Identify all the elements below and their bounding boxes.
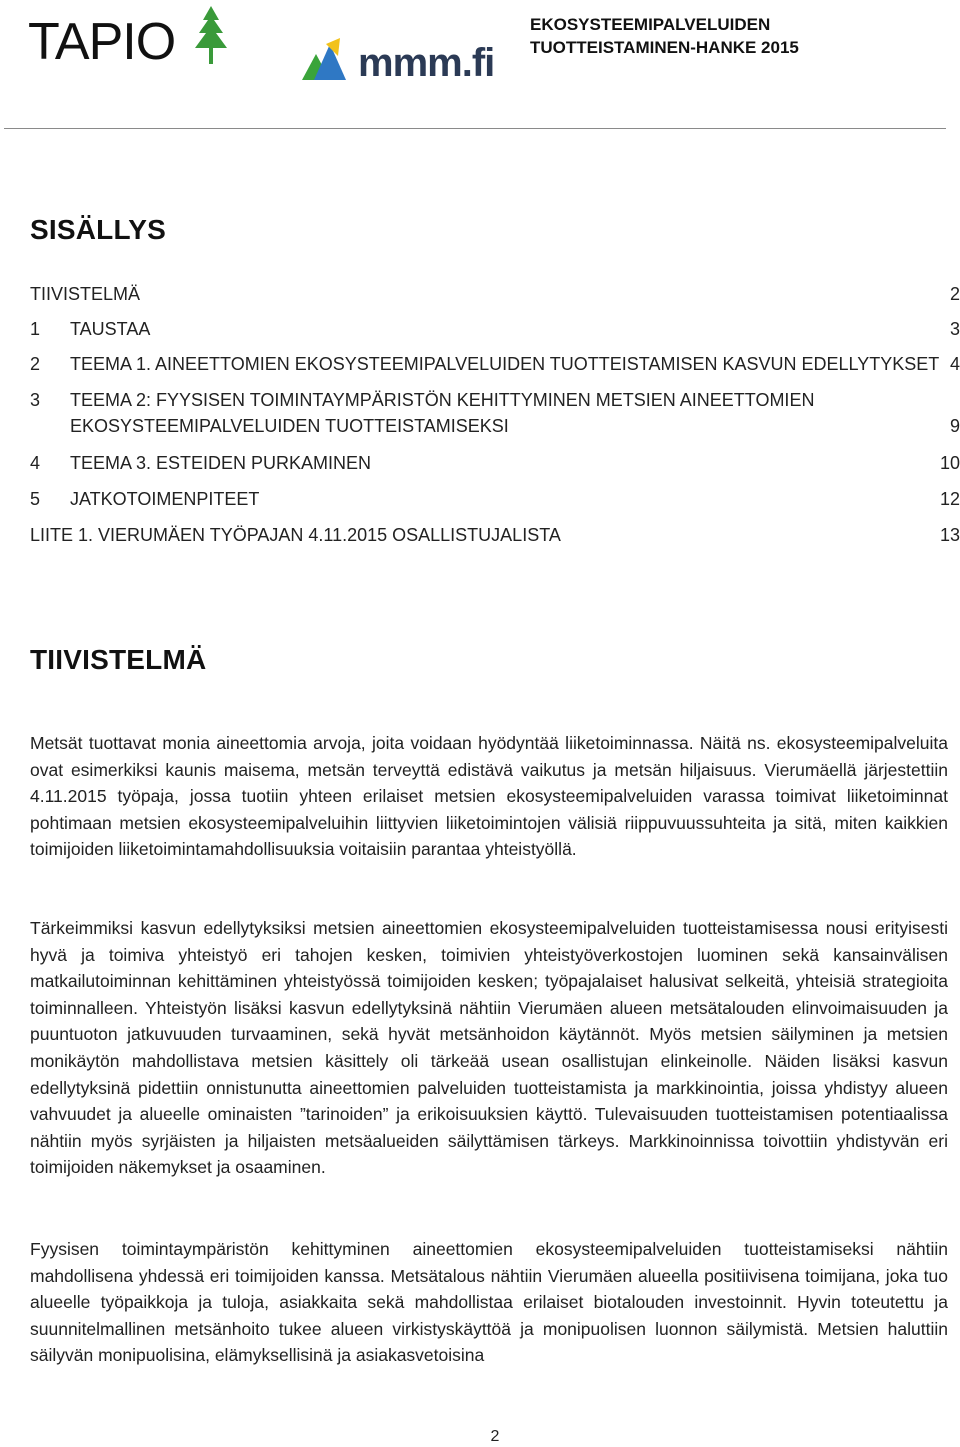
- toc-entry-number: 1: [30, 319, 41, 339]
- toc-entry[interactable]: [30, 352, 960, 378]
- summary-paragraph: Fyysisen toimintaympäristön kehittyminen aineettomien ekosysteemipalveluiden tuotteistamiseksi nähtiin mahdollisena yhdessä eri toimijoiden kanssa. Metsätalous nähtiin Vierumäen alueella positiivisena toimijana, joka tuo alueelle työpaikkoja ja tuloja, asiakkaita sekä mahdollistaa erilaiset biotalouden investoinnit. Hyvin toteutettu ja suunnitelmallinen metsänhoito tukee alueen virkistyskäyttöä ja monipuolisen luonnon säilymistä. Metsien haluttiin säilyvän monipuolisina, elämyksellisinä ja asiakasvetoisina: [30, 1239, 948, 1366]
- toc-entry-page: 12: [939, 489, 960, 509]
- toc-entry-page: 9: [949, 416, 960, 436]
- mmm-logo: [300, 36, 500, 84]
- toc-entry[interactable]: [30, 282, 960, 308]
- project-title: [530, 13, 950, 59]
- toc-entry-title: TEEMA 1. AINEETTOMIEN EKOSYSTEEMIPALVELUIDEN TUOTTEISTAMISEN KASVUN EDELLYTYKSET: [70, 354, 940, 374]
- toc-entry-title: TEEMA 3. ESTEIDEN PURKAMINEN: [70, 453, 372, 473]
- toc-entry-title: JATKOTOIMENPITEET: [70, 489, 260, 509]
- summary-heading: TIIVISTELMÄ: [30, 644, 207, 675]
- toc-entry-title: LIITE 1. VIERUMÄEN TYÖPAJAN 4.11.2015 OSALLISTUJALISTA: [30, 525, 561, 545]
- toc-entry-title: TIIVISTELMÄ: [30, 284, 141, 304]
- toc-entry-page: 2: [949, 284, 960, 304]
- toc-entry[interactable]: [30, 451, 960, 477]
- header-divider: [4, 128, 946, 129]
- tapio-logo: [28, 6, 228, 72]
- summary-paragraph: Tärkeimmiksi kasvun edellytyksiksi metsien aineettomien ekosysteemipalveluiden tuotteistamisessa nousi erityisesti hyvä ja toimiva yhteistyö eri tahojen kesken, toimivien yhteistyöverkostojen luominen sekä kansainvälisen matkailutoiminnan kehittäminen yhteistyössä toimijoiden kesken; työpajalaiset halusivat selkeitä, yhteisiä strategioita toiminnalleen. Yhteistyön lisäksi kasvun edellytyksinä nähtiin Vierumäen alueen metsätalouden elinvoimaisuuden ja puuntuoton jatkuvuuden turvaaminen, sekä hyvät metsänhoidon käytännöt. Myös metsien säilyminen ja metsien monikäytön mahdollistava metsien käsittely oli tärkeää usean osallistujan elinkeinolle. Näiden lisäksi kasvun edellytyksinä pidettiin onnistunutta aineettomien palveluiden tuotteistamista ja markkinointia, joissa yhdistyy alueen vahvuudet ja alueelle ominaisten ”tarinoiden” ja erikoisuuksien käyttö. Tulevaisuuden tuotteistamisen potentiaalissa nähtiin myös syrjäisten ja hiljaisten metsäalueiden säilyttämisen tärkeys. Markkinoinnissa toivottiin yhdistyvän eri toimijoiden näkemykset ja osaaminen.: [30, 918, 948, 1178]
- toc-entry[interactable]: [30, 317, 960, 343]
- page-header: [0, 0, 960, 130]
- toc-entry-number: 2: [30, 354, 41, 374]
- toc-entry-title: TAUSTAA: [70, 319, 151, 339]
- mmm-logo-text: mmm.fi: [358, 41, 495, 85]
- toc-entry-title-continued: EKOSYSTEEMIPALVELUIDEN TUOTTEISTAMISEKSI: [70, 416, 509, 436]
- toc-entry-number: 5: [30, 489, 41, 509]
- toc-entry-page: 13: [939, 525, 960, 545]
- toc-entry-page: 3: [949, 319, 960, 339]
- project-title-line2: TUOTTEISTAMINEN-HANKE 2015: [530, 38, 799, 57]
- toc-entry-page: 10: [939, 453, 960, 473]
- project-title-line1: EKOSYSTEEMIPALVELUIDEN: [530, 15, 771, 34]
- spruce-tree-icon: [192, 6, 230, 68]
- tapio-logo-text: TAPIO: [28, 13, 176, 71]
- summary-paragraph: Metsät tuottavat monia aineettomia arvoja, joita voidaan hyödyntää liiketoiminnassa. Näitä ns. ekosysteemipalveluita ovat esimerkiksi kaunis maisema, metsän terveyttä edistävä vaikutus ja metsän hiljaisuus. Vierumäellä järjestettiin 4.11.2015 työpaja, jossa tuotiin yhteen erilaiset metsien ekosysteemipalveluiden varassa toimivat liiketoiminnat pohtimaan metsien ekosysteemipalveluihin liittyvien liiketoimintojen välisiä riippuvuussuhteita ja sitä, miten kaikkien toimijoiden liiketoimintamahdollisuuksia voitaisiin parantaa yhteistyöllä.: [30, 733, 948, 860]
- page-number: 2: [490, 1428, 500, 1445]
- toc-entry[interactable]: [30, 487, 960, 513]
- toc-entry[interactable]: [30, 523, 960, 549]
- toc-heading: SISÄLLYS: [30, 214, 166, 245]
- mmm-emblem-icon: [300, 36, 354, 84]
- toc-entry-number: 4: [30, 453, 41, 473]
- toc-entry-title: TEEMA 2: FYYSISEN TOIMINTAYMPÄRISTÖN KEHITTYMINEN METSIEN AINEETTOMIEN: [70, 390, 815, 410]
- toc-entry[interactable]: [30, 388, 960, 440]
- toc-entry-page: 4: [949, 354, 960, 374]
- toc-entry-number: 3: [30, 390, 41, 410]
